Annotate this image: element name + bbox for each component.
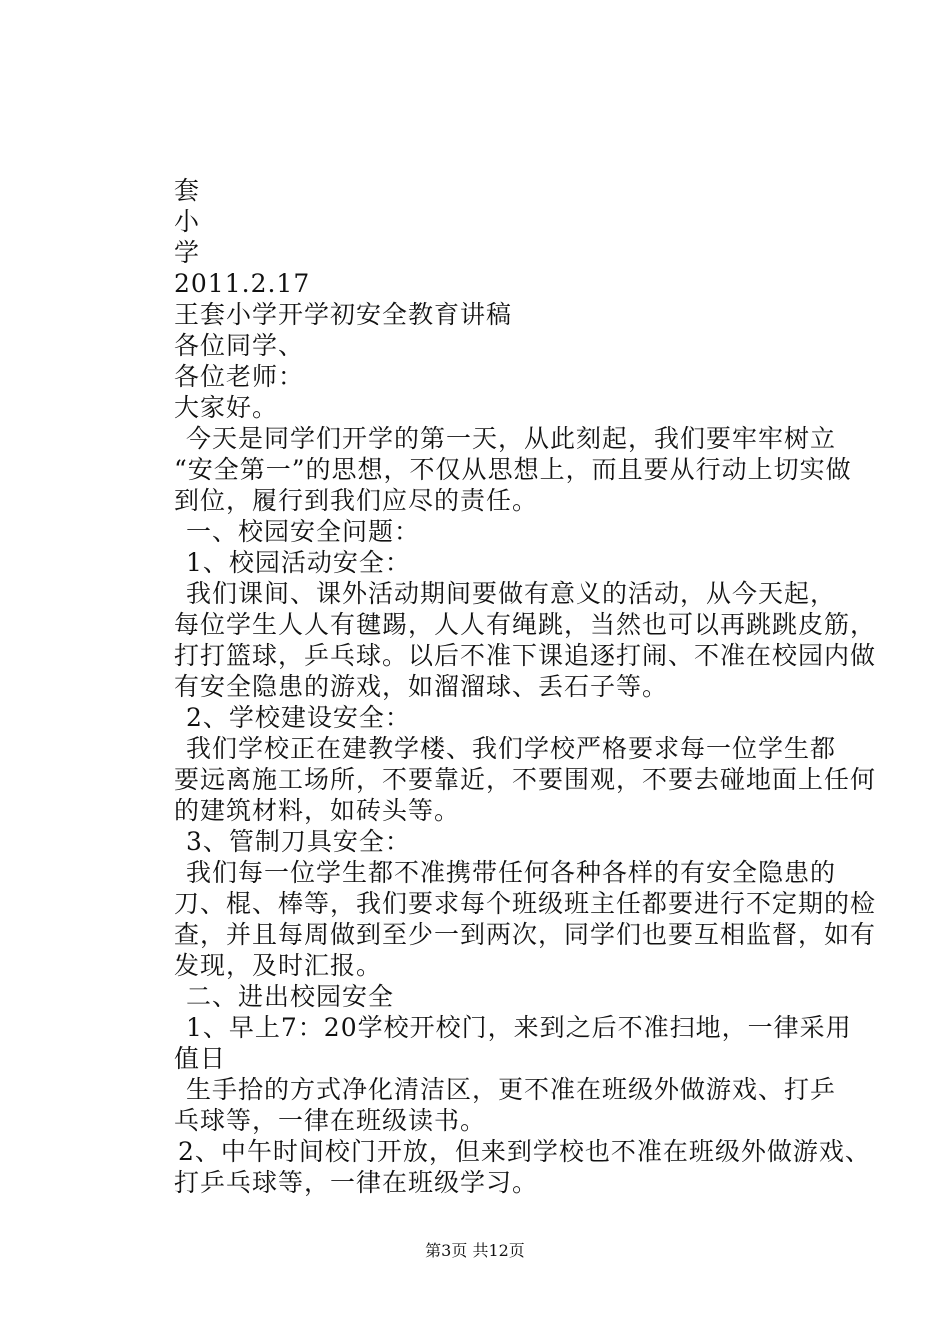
greeting-teachers: 各位老师： xyxy=(174,362,305,391)
intro-line-1: 今天是同学们开学的第一天，从此刻起，我们要牢牢树立 xyxy=(186,424,837,453)
intro-line-3: 到位，履行到我们应尽的责任。 xyxy=(174,486,539,515)
para-1-3-line-3: 查，并且每周做到至少一到两次，同学们也要互相监督，如有 xyxy=(174,920,877,949)
greeting-all: 大家好。 xyxy=(174,393,279,422)
para-1-1-line-4: 有安全隐患的游戏，如溜溜球、丢石子等。 xyxy=(174,672,669,701)
speech-title: 王套小学开学初安全教育讲稿 xyxy=(174,300,513,329)
para-2-1-line-2: 值日 xyxy=(174,1044,227,1073)
para-2-2-line-1: 2、中午时间校门开放，但来到学校也不准在班级外做游戏、 xyxy=(178,1137,871,1166)
subheading-1-3: 3、管制刀具安全： xyxy=(186,827,411,856)
para-2-2-line-2: 打乒乓球等，一律在班级学习。 xyxy=(174,1168,539,1197)
subheading-1-2: 2、学校建设安全： xyxy=(186,703,411,732)
para-2-1-line-1: 1、早上7：20学校开校门，来到之后不准扫地，一律采用 xyxy=(186,1013,852,1042)
subheading-1-1: 1、校园活动安全： xyxy=(186,548,411,577)
section-heading-2: 二、进出校园安全 xyxy=(186,982,395,1011)
section-heading-1: 一、校园安全问题： xyxy=(186,517,421,546)
school-char-3: 学 xyxy=(174,238,201,267)
greeting-students: 各位同学、 xyxy=(174,331,305,360)
school-char-1: 套 xyxy=(174,176,201,205)
para-1-2-line-1: 我们学校正在建教学楼、我们学校严格要求每一位学生都 xyxy=(186,734,837,763)
page-number-footer: 第3页 共12页 xyxy=(425,1241,525,1260)
para-1-2-line-2: 要远离施工场所，不要靠近，不要围观，不要去碰地面上任何 xyxy=(174,765,877,794)
para-1-1-line-1: 我们课间、课外活动期间要做有意义的活动，从今天起， xyxy=(186,579,837,608)
para-1-3-line-4: 发现，及时汇报。 xyxy=(174,951,383,980)
school-char-2: 小 xyxy=(174,207,201,236)
para-1-1-line-3: 打打篮球，乒乓球。以后不准下课追逐打闹、不准在校园内做 xyxy=(174,641,877,670)
para-1-3-line-2: 刀、棍、棒等，我们要求每个班级班主任都要进行不定期的检 xyxy=(174,889,877,918)
intro-line-2: “安全第一”的思想，不仅从思想上，而且要从行动上切实做 xyxy=(174,455,852,484)
para-2-1-line-4: 乓球等，一律在班级读书。 xyxy=(174,1106,487,1135)
date-line: 2011.2.17 xyxy=(174,269,311,298)
para-1-3-line-1: 我们每一位学生都不准携带任何各种各样的有安全隐患的 xyxy=(186,858,837,887)
para-1-1-line-2: 每位学生人人有毽踢，人人有绳跳，当然也可以再跳跳皮筋， xyxy=(174,610,877,639)
para-2-1-line-3: 生手拾的方式净化清洁区，更不准在班级外做游戏、打乒 xyxy=(186,1075,837,1104)
para-1-2-line-3: 的建筑材料，如砖头等。 xyxy=(174,796,461,825)
